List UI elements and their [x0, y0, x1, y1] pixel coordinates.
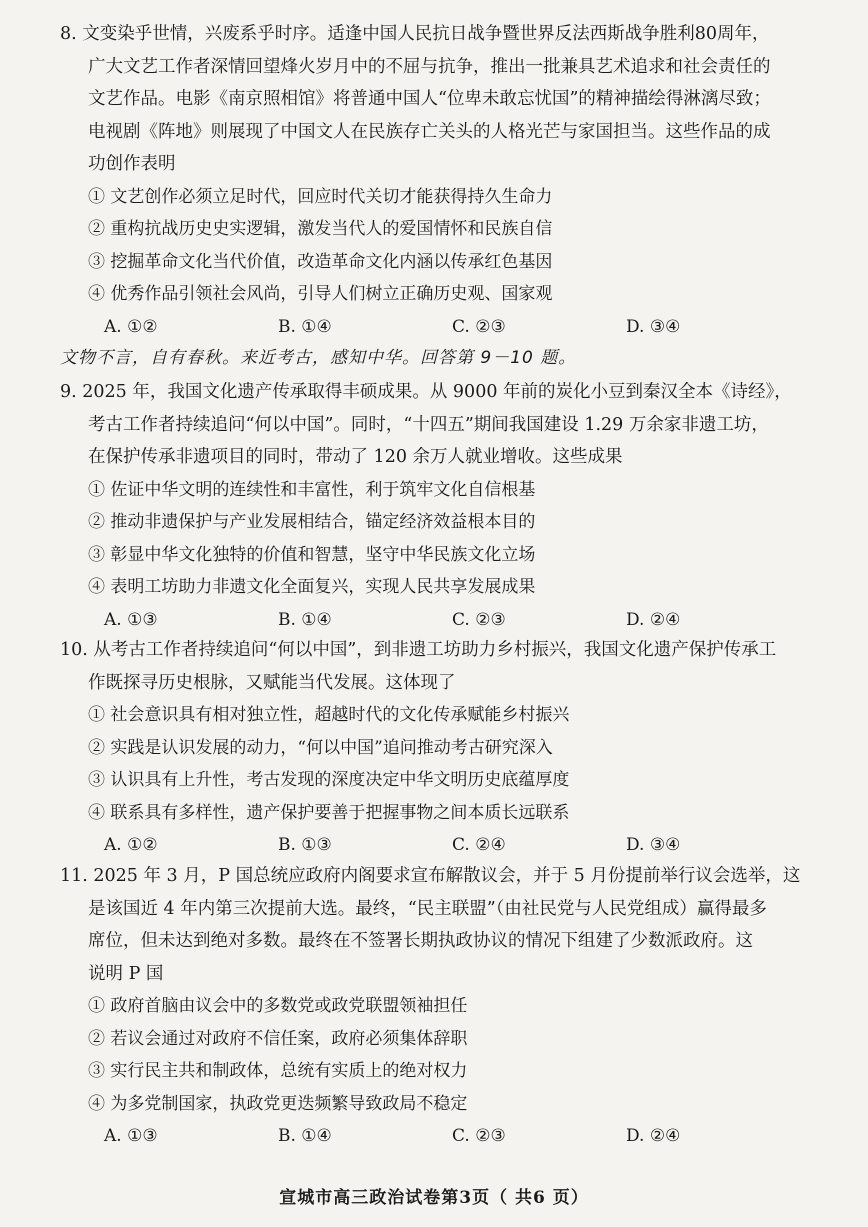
question-9 — [60, 376, 850, 636]
question-9-stem — [60, 376, 850, 474]
statement-2: ② 实践是认识发展的动力，“何以中国”追问推动考古研究深入 — [88, 737, 553, 758]
stem-line: 作既探寻历史根脉，又赋能当代发展。这体现了 — [88, 672, 456, 693]
choice-d: D. ②④ — [626, 609, 681, 630]
stem-line: 文艺作品。电影《南京照相馆》将普通中国人“位卑未敢忘忧国”的精神描绘得淋漓尽致； — [88, 89, 771, 109]
choice-a: A. ①② — [104, 316, 158, 337]
question-10 — [60, 634, 850, 861]
statement-3: ③ 实行民主共和制政体，总统有实质上的绝对权力 — [88, 1061, 468, 1081]
stem-line: 席位，但未达到绝对多数。最终在不签署长期执政协议的情况下组建了少数派政府。这 — [88, 931, 753, 951]
answer-choices — [60, 604, 850, 636]
statement-1: ① 社会意识具有相对独立性，超越时代的文化传承赋能乡村振兴 — [88, 705, 570, 725]
question-8 — [60, 18, 850, 343]
question-8-stem — [60, 18, 850, 181]
choice-c: C. ②④ — [452, 835, 506, 855]
statement-4: ④ 表明工坊助力非遗文化全面复兴，实现人民共享发展成果 — [88, 577, 536, 597]
choice-a: A. ①② — [104, 835, 158, 855]
answer-choices — [60, 829, 850, 861]
question-11 — [60, 860, 850, 1152]
choice-c: C. ②③ — [452, 609, 506, 630]
choice-b: B. ①④ — [278, 1126, 332, 1146]
stem-line: 说明 P 国 — [88, 963, 164, 984]
stem-line: 电视剧《阵地》则展现了中国文人在民族存亡关头的人格光芒与家国担当。这些作品的成 — [88, 121, 771, 142]
statement-3: ③ 认识具有上升性，考古发现的深度决定中华文明历史底蕴厚度 — [88, 770, 570, 790]
stem-line: 功创作表明 — [88, 154, 176, 174]
stem-line: 10. 从考古工作者持续追问“何以中国”，到非遗工坊助力乡村振兴，我国文化遗产保护传承工 — [60, 640, 777, 660]
choice-d: D. ③④ — [626, 316, 681, 337]
stem-line: 是该国近 4 年内第三次提前大选。最终，“民主联盟”（由社民党与人民党组成）赢得最多 — [88, 898, 767, 919]
statement-4: ④ 联系具有多样性，遗产保护要善于把握事物之间本质长远联系 — [88, 802, 570, 823]
stem-line: 广大文艺工作者深情回望烽火岁月中的不屈与抗争，推出一批兼具艺术追求和社会责任的 — [88, 56, 771, 77]
statement-3: ③ 挖掘革命文化当代价值，改造革命文化内涵以传承红色基因 — [88, 251, 553, 272]
stem-line: 考古工作者持续追问“何以中国”。同时，“十四五”期间我国建设 1.29 万余家非遗工坊， — [88, 414, 769, 435]
question-11-stem — [60, 860, 850, 990]
statement-4: ④ 优秀作品引领社会风尚，引导人们树立正确历史观、国家观 — [88, 284, 553, 304]
statement-1: ① 佐证中华文明的连续性和丰富性，利于筑牢文化自信根基 — [88, 479, 536, 500]
choice-a: A. ①③ — [104, 609, 158, 630]
stem-line: 在保护传承非遗项目的同时，带动了 120 余万人就业增收。这些成果 — [88, 447, 623, 467]
choice-a: A. ①③ — [104, 1126, 158, 1146]
statement-1: ① 文艺创作必须立足时代，回应时代关切才能获得持久生命力 — [88, 186, 553, 207]
question-10-stem — [60, 634, 850, 699]
choice-b: B. ①④ — [278, 316, 332, 337]
statement-2: ② 重构抗战历史史实逻辑，激发当代人的爱国情怀和民族自信 — [88, 219, 553, 239]
stem-line: 8. 文变染乎世情，兴废系乎时序。适逢中国人民抗日战争暨世界反法西斯战争胜利80周年， — [60, 24, 770, 44]
statement-3: ③ 彰显中华文化独特的价值和智慧，坚守中华民族文化立场 — [88, 544, 536, 565]
choice-b: B. ①③ — [278, 835, 332, 855]
choice-d: D. ③④ — [626, 835, 681, 855]
choice-c: C. ②③ — [452, 316, 506, 337]
answer-choices — [60, 1120, 850, 1152]
page-footer: 宣城市高三政治试卷第3页（ 共6 页） — [279, 1188, 589, 1208]
statement-2: ② 若议会通过对政府不信任案，政府必须集体辞职 — [88, 1028, 468, 1049]
statement-2: ② 推动非遗保护与产业发展相结合，锚定经济效益根本目的 — [88, 512, 536, 532]
choice-c: C. ②③ — [452, 1126, 506, 1146]
stem-line: 11. 2025 年 3 月，P 国总统应政府内阁要求宣布解散议会，并于 5 月份提前举行议会选举，这 — [60, 866, 801, 886]
choice-b: B. ①④ — [278, 609, 332, 630]
stem-line: 9. 2025 年，我国文化遗产传承取得丰硕成果。从 9000 年前的炭化小豆到秦汉全本《诗经》， — [60, 382, 792, 402]
section-intro: 文物不言，自有春秋。来近考古，感知中华。回答第 9－10 题。 — [60, 348, 577, 368]
statement-4: ④ 为多党制国家，执政党更迭频繁导致政局不稳定 — [88, 1093, 468, 1114]
choice-d: D. ②④ — [626, 1126, 681, 1146]
answer-choices — [60, 311, 850, 343]
statement-1: ① 政府首脑由议会中的多数党或政党联盟领袖担任 — [88, 996, 468, 1016]
